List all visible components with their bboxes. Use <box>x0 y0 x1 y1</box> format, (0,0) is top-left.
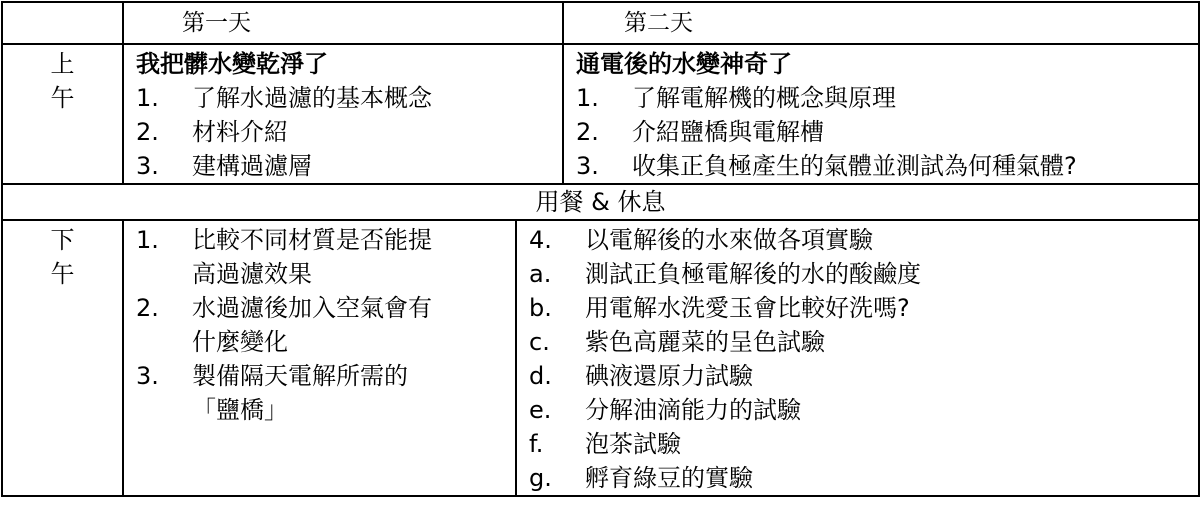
list-item <box>564 115 1198 149</box>
item-text: 比較不同材質是否能提 <box>192 226 432 254</box>
list-item <box>517 223 1198 257</box>
item-text: 測試正負極電解後的水的酸鹼度 <box>585 260 921 288</box>
item-number: e. <box>529 396 552 424</box>
list-item <box>564 81 1198 115</box>
morning-day2-cell <box>563 44 1199 184</box>
list-item <box>517 325 1198 359</box>
afternoon-label-char: 午 <box>50 260 75 288</box>
item-text: 製備隔天電解所需的 <box>192 362 408 390</box>
afternoon-row <box>2 220 1199 496</box>
morning-day1-cell <box>123 44 563 184</box>
item-text: 泡茶試驗 <box>585 430 681 458</box>
item-text: 水過濾後加入空氣會有 <box>192 294 432 322</box>
list-item <box>517 257 1198 291</box>
item-number: 3. <box>136 362 159 390</box>
meal-break-label: 用餐 & 休息 <box>2 184 1199 220</box>
list-item <box>124 223 515 257</box>
morning-label-char: 午 <box>50 84 75 112</box>
item-text: 碘液還原力試驗 <box>585 362 753 390</box>
item-number: 2. <box>576 118 599 146</box>
item-number: 4. <box>529 226 552 254</box>
item-text: 材料介紹 <box>192 118 288 146</box>
morning-label-char: 上 <box>50 50 75 78</box>
item-number: g. <box>529 464 552 492</box>
item-number: b. <box>529 294 552 322</box>
item-number: 2. <box>136 294 159 322</box>
item-number: d. <box>529 362 552 390</box>
item-text-continued: 什麼變化 <box>192 328 288 356</box>
afternoon-label-char: 下 <box>50 226 75 254</box>
item-number: 2. <box>136 118 159 146</box>
list-item <box>517 359 1198 393</box>
item-number: 3. <box>576 152 599 180</box>
meal-row <box>2 184 1199 220</box>
item-number: 1. <box>576 84 599 112</box>
day1-header: 第一天 <box>123 2 563 44</box>
item-number: 1. <box>136 226 159 254</box>
item-number: 1. <box>136 84 159 112</box>
list-item <box>517 461 1198 495</box>
item-number: c. <box>529 328 550 356</box>
morning-day2-title: 通電後的水變神奇了 <box>576 50 792 78</box>
item-text-continued: 「鹽橋」 <box>192 396 288 424</box>
list-item <box>517 427 1198 461</box>
item-text: 介紹鹽橋與電解槽 <box>632 118 824 146</box>
item-text: 建構過濾層 <box>192 152 312 180</box>
item-text-continued: 高過濾效果 <box>192 260 312 288</box>
list-item <box>124 149 562 183</box>
day2-header: 第二天 <box>563 2 1199 44</box>
list-item <box>124 115 562 149</box>
list-item <box>517 291 1198 325</box>
item-text: 用電解水洗愛玉會比較好洗嗎? <box>585 294 910 322</box>
header-row <box>2 2 1199 44</box>
morning-label <box>2 44 123 184</box>
morning-row <box>2 44 1199 184</box>
list-item <box>124 291 515 325</box>
item-text: 了解電解機的概念與原理 <box>632 84 896 112</box>
schedule-table <box>1 1 1200 497</box>
item-text: 以電解後的水來做各項實驗 <box>585 226 873 254</box>
afternoon-day1-cell <box>123 220 516 496</box>
item-text: 紫色高麗菜的呈色試驗 <box>585 328 825 356</box>
item-text: 孵育綠豆的實驗 <box>585 464 753 492</box>
list-item <box>124 81 562 115</box>
item-number: f. <box>529 430 544 458</box>
list-item <box>517 393 1198 427</box>
item-text: 分解油滴能力的試驗 <box>585 396 801 424</box>
list-item <box>564 149 1198 183</box>
afternoon-day2-cell <box>516 220 1199 496</box>
item-text: 了解水過濾的基本概念 <box>192 84 432 112</box>
morning-day1-title: 我把髒水變乾淨了 <box>136 50 328 78</box>
item-number: 3. <box>136 152 159 180</box>
item-text: 收集正負極產生的氣體並測試為何種氣體? <box>632 152 1077 180</box>
list-item <box>124 359 515 393</box>
afternoon-label <box>2 220 123 496</box>
item-number: a. <box>529 260 552 288</box>
corner-cell <box>2 2 123 44</box>
